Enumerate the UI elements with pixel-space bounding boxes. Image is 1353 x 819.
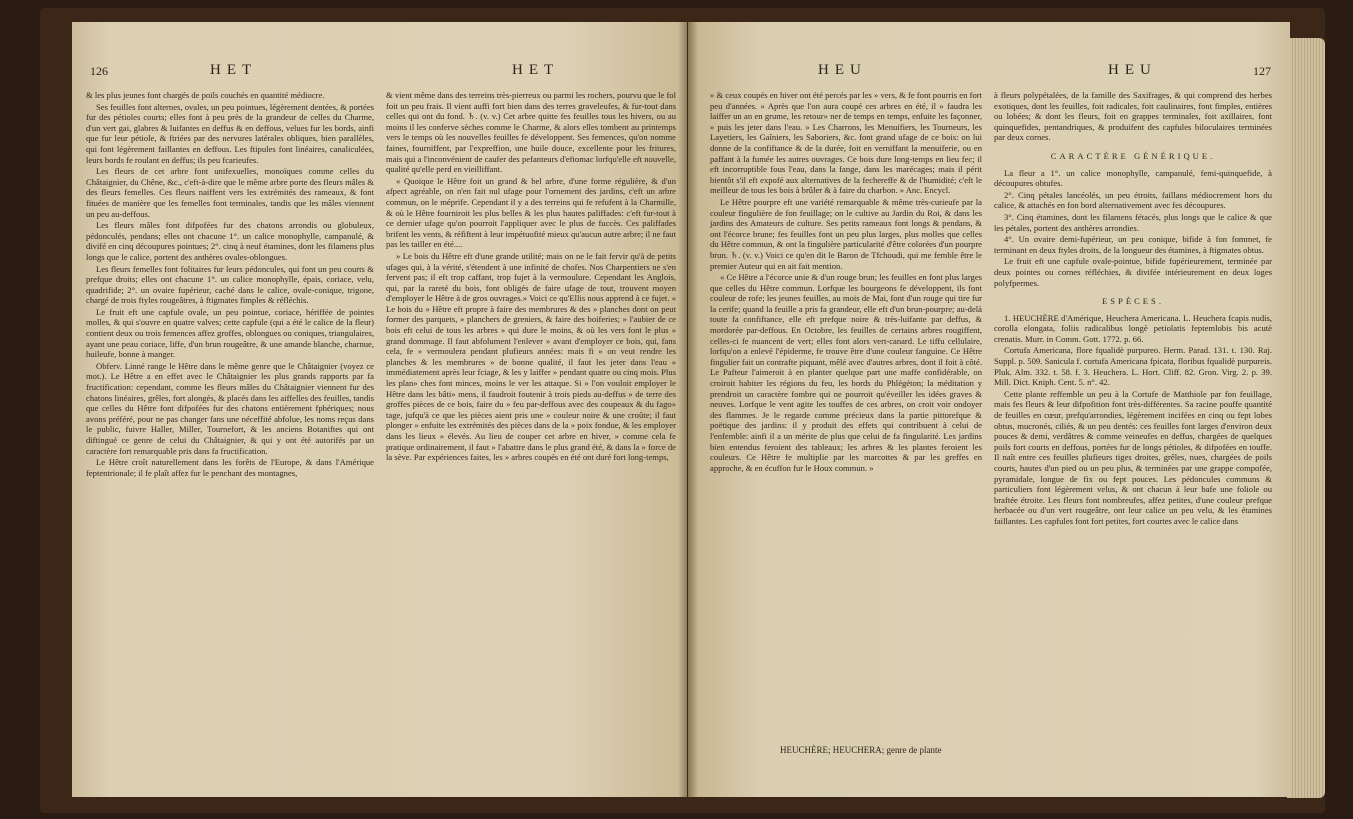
paragraph: « Ce Hêtre a l'écorce unie & d'un rouge brun; les feuilles en font plus larges que celles du Hêtre commun. Lorfque les bourgeons fe développent, ils font couleur de rofe; les jeunes feuilles, au mois de Mai, font d'un rouge qui tire fur la cerife; quand la feuille a pris fa grandeur, elle eft d'un brun-pourpre; au-delà toute fa confiftance, elle eft prefque noire & très-luifante par deffus, & mordorée par-deffous. En Octobre, les feuilles de certains arbres rougiffent, celles-ci fe nuancent de vert; elles font alors vert-canard. Le tiffu cellulaire, lorfqu'on a enlevé l'épiderme, fe trouve être d'une couleur fanguine. Ce Hêtre fingulier fait un contrafte piquant, mêlé avec d'autres arbres, dont il foit à côté. Le Pafteur l'aimeroit à en planter quelque part une maffe confidérable, on croiroit habiter les régions du feu, les bords du Phlégéton; la méditation y prendroit un caractère fombre qui ne pourroit qu'éveiller les idées graves & neuves. Lorfque le vent agite les touffes de ces arbres, on croit voir ondoyer des flammes. Je le regarde comme précieux dans la partie pittorefque & poëtique des jardins: il y produit des effets qui contribuent à celui de l'enfemble: ainfi il a un mérite de plus que celui de fa fingularité. Les jardins bien entendus feroient des tableaux; les arbres & les plantes feroient les couleurs. Ce Hêtre fe multiplie par les marcottes & par les greffes en approche, & en écuffon fur le Houx commun. » — [710, 272, 982, 473]
paragraph: Le fruit eft une capfule ovale-pointue, bifide fupérieurement, terminée par deux pointes ou cornes réfléchies, & divifée intérieurement en deux loges polyfpermes. — [994, 256, 1272, 288]
paragraph: Cortufa Americana, flore fqualidè purpureo. Herm. Parad. 131. t. 130. Raj. Suppl. p. 509. Sanicula f. cortufa Americana fpicata, floribus fqualidè purpureis. Pluk. Alm. 332. t. 58. f. 3. Heuchera. L. Hort. Cliff. 82. Gron. Virg. 2. p. 39. Mill. Dict. Kniph. Cent. 5. n°. 42. — [994, 345, 1272, 388]
paragraph: 2°. Cinq pétales lancéolés, un peu étroits, faillans médiocrement hors du calice, & attachés en fon bord alternativement avec fes découpures. — [994, 189, 1272, 211]
left-page — [72, 22, 687, 797]
paragraph: Le Hêtre pourpre eft une variété remarquable & même très-curieufe par la couleur fingulière de fon feuillage; on le cultive au Jardin du Roi, & dans les jardins des Amateurs de culture. Ses petits rameaux font longs & pendans, & ont l'écorce brune; fes feuilles font un peu plus larges, plus molles que celles du Hêtre commun, & ont la fingulière particularité d'être colorées d'un pourpre brun. ♄. (v. v.) Voici ce qu'en dit le Baron de Tfchoudi, qui me femble être le premier Auteur qui en ait fait mention. — [710, 196, 982, 271]
paragraph: Les fleurs mâles font difpofées fur des chatons arrondis ou globuleux, pédonculés, pendans; elles ont chacune 1°. un calice monophylle, campanulé, & divifé en cinq découpures pointues; 2°. cinq à neuf étamines, dont les filamens plus longs que le calice, portent des anthères ovales-oblongues. — [86, 220, 374, 262]
page-number: 126 — [90, 64, 108, 78]
paragraph: Le Hêtre croît naturellement dans les forêts de l'Europe, & dans l'Amérique feptentrionale; il fe plaît affez fur le penchant des montagnes, — [86, 457, 374, 478]
page-edges — [1287, 38, 1325, 798]
paragraph: Le fruit eft une capfule ovale, un peu pointue, coriace, hériffée de pointes molles, & qui s'ouvre en quatre valves; cette capfule (qui a été le calice de la fleur) contient deux ou trois femences affez groffes, oblongues ou coniques, triangulaires, ayant une peau coriace, liffe, d'un brun rougeâtre, & une amande blanche, charnue, huileufe, bonne à manger. — [86, 306, 374, 360]
paragraph: 4°. Un ovaire demi-fupérieur, un peu conique, bifide à fon fommet, fe terminant en deux ftyles droits, de la longueur des étamines, à ftigmates obtus. — [994, 234, 1272, 255]
right-page — [688, 22, 1290, 797]
paragraph: La fleur a 1°. un calice monophylle, campanulé, femi-quinquefide, à découpures obtufes. — [994, 167, 1272, 189]
paragraph: Cette plante reffemble un peu à la Cortufe de Matthiole par fon feuillage, mais fes fleurs & leur difpofition font très-différentes. Sa racine pouffe quantité de feuilles en cœur, prefqu'arrondies, légèrement incifées en cinq ou fept lobes obtus, mucronés, ciliés, & un peu dentés: ces feuilles font larges d'environ deux pouces & demi, verdâtres & comme veineufes en deffus, chargées de quelques poils fort courts en deffous, portées fur de longs pétioles, & difpofées en touffe. Il naît entre ces feuilles plufieurs tiges droites, grêles, nues, chargées de poils courts, hautes d'un pied ou un peu plus, & terminées par une grappe compofée, pyramidale, longue de fix ou fept pouces. Les pédoncules communs & particuliers font légèrement velus, & ont chacun à leur bafe une foliole ou braftée étroite. Les fleurs font nombreufes, affez petites, d'une couleur prefque herbacée ou d'un vert rougeâtre, ont leur calice un peu velu, & les étamines faillantes. Les capfules font fort petites, fort courtes avec le calice dans — [994, 388, 1272, 526]
paragraph: » & ceux coupés en hiver ont été percés par les » vers, & fe font pourris en fort peu d'années. » Après que l'on aura coupé ces arbres en été, il » faudra les laiffer un an en grume, les retour» ner de temps en temps, enfuite les façonner, » puis les jeter dans l'eau. » Les Charrons, les Menuifiers, les Tourneurs, les Layetiers, les Gaîniers, les Saboriers, &c. font grand ufage de ce bois: on lui donne de la confiftance & de la durée, foit en verniffant la menuiferie, ou en paffant à la fumée les autres ouvrages. Ce bois dure long-temps en lieu fec; il eft incorruptible fous l'eau, dans la fange, dans les marécages; mais il périt bientôt s'il eft expofé aux alternatives de la fechereffe & de l'humidité; c'eft le meilleur de tous les bois à brûler & à faire du charbon. » Anc. Encycl. — [710, 90, 982, 196]
paragraph: Les fleurs de cet arbre font unifexuelles, monoïques comme celles du Châtaignier, du Chêne, &c., c'eft-à-dire que le même arbre porte des fleurs mâles & des fleurs femelles. Ces fleurs naiffent vers les extrémités des rameaux, & font fituées de manière que les femelles font terminales, tandis que les mâles viennent un peu au-deffous. — [86, 166, 374, 219]
paragraph: Ses feuilles font alternes, ovales, un peu pointues, légèrement dentées, & portées fur des pétioles courts; elles font à peu près de la grandeur de celles du Charme, d'un vert gai, glabres & luifantes en deffus & en deffous, velues fur les bords, ainfi que fur leur pétiole, & ftriées par des nervures latérales obliques, bien parallèles, qui font légèrement faillantes en deffous. Les ftipules font linéaires, canaliculées, leurs bords fe roulant en deffus; ils peu fcarieufes. — [86, 101, 374, 165]
species-title: ESPÈCES. — [1102, 296, 1164, 307]
right-column-2 — [994, 90, 1272, 528]
paragraph: à fleurs polypétalées, de la famille des Saxifrages, & qui comprend des herbes exotiques, dont les feuilles, foit radicales, foit caulinaires, font fimples, entières ou lobées; & dont les fleurs, foit en grappes terminales, foit axillaires, font quinquefides, pentandriques, & produifent des capfules biloculaires terminées par deux cornes. — [994, 90, 1272, 143]
page-number: 127 — [1253, 64, 1271, 78]
running-head: HET — [210, 62, 258, 78]
paragraph: Les fleurs femelles font folitaires fur leurs pédoncules, qui font un peu courts & prefque droits; elles ont chacune 1°. un calice monophylle, épais, coriace, velu, quadrifide; 2°. un ovaire fupérieur, caché dans le calice, ovale-conique, trigone, chargé de trois ftyles rougeâtres, à ftigmates fimples & réfléchis. — [86, 263, 374, 306]
paragraph: Obferv. Linné range le Hêtre dans le même genre que le Châtaignier (voyez ce mot.). Le Hêtre a en effet avec le Châtaignier les plus grands rapports par fa fructification: cependant, comme les fleurs mâles du Châtaignier viennent fur des chatons linéaires, grêles, fort alongés, & placés dans les aiffelles des feuilles, tandis que celles du Hêtre font difpofées fur des chatons entièrement fphériques; nous avons préféré, pour ne pas changer fans une néceffité abfolue, les noms reçus dans le public, fuivre Haller, Miller, Tournefort, & les anciens Botaniftes qui ont diftingué ce genre de celui du Châtaignier, & qui y ont été autorifés par un caractère fort remarquable pris dans fa fructification. — [86, 360, 374, 456]
section-title: CARACTÈRE GÉNÉRIQUE. — [1050, 150, 1216, 161]
running-head: HEU — [818, 62, 867, 78]
book-gutter — [678, 18, 698, 803]
entry-start: HEUCHÈRE; HEUCHERA; genre de plante — [780, 745, 942, 755]
right-column-1 — [710, 90, 982, 474]
paragraph: » Le bois du Hêtre eft d'une grande utilité; mais on ne le fait fervir qu'à de petits ufages qui, à la vérité, s'étendent à une infinité de chofes. Nos Charpentiers ne s'en fervent pas; il eft trop caffant, trop fujet à la vermoulure. Cependant les Anglois, qui, par la rareté du bois, font obligés de faire ufage de tout, trouvent moyen d'employer le Hêtre à de gros ouvrages.» Voici ce qu'Ellis nous apprend à ce fujet. « Le bois du » Hêtre eft propre à faire des membrures & des » planches dont on peut former des parquets, » planchers de greniers, & faire des boiferies; » l'aubier de ce bois eft celui de tous les arbres » qui dure le moins, & où les vers font le plus » grand dommage. Il faut abfolument l'enlever » avant d'employer ce bois, qui, fans cela, fe » vermoulera pendant plufieurs années: mais fi » on veut rendre les planches & les membrures » de bonne qualité, il faut les jeter dans l'eau » immédiatement après leur fciage, & les y laiffer » pendant quatre ou cinq mois. Plus les plan» ches font minces, moins le ver les attaque. Si » l'on vouloit employer le Hêtre dans les bâti» mens, il faudroit foutenir à trois pieds au-deffus » de terre des groffes pièces de ce bois, faire du » feu par-deffous avec des coupeaux & du fago» tage, jufqu'à ce que les pièces aient pris une » couleur noire & une croûte; il faut plonger » enfuite les extrémités des pièces dans de la » poix fondue, & les employer dans les lieux » élevés. Au lieu de couper cet arbre en hiver, » comme cela fe pratique ordinairement, il faut » l'abattre dans le plus grand été, & dans la » force de la sève. Par expériences faites, les » arbres coupés en été ont duré fort long-temps, — [386, 250, 676, 463]
paragraph: 1. HEUCHÈRE d'Amérique, Heuchera Americana. L. Heuchera fcapis nudis, corolla elongata, foliis radicalibus longè petiolatis feptemlobis bis acutè crenatis. Murr. in Comm. Gott. 1772. p. 66. — [994, 312, 1272, 344]
left-column-1 — [86, 90, 374, 479]
paragraph: « Quoique le Hêtre foit un grand & bel arbre, d'une forme régulière, & d'un afpect agréable, on n'en fait nul ufage pour l'ornement des jardins, c'eft un arbre commun, on le méprife. Cependant il y a des terreins qui fe refufent à la Charmille, & où le Hêtre fourniroit les plus belles & les plus hautes paliffades: c'eft fur-tout à ce dernier ufage qu'on pourroit l'appliquer avec le plus de fuccès. Ces paliffades brifent les vents, & réfiftent à leur impétuofité mieux qu'aucun autre arbre; il ne faut pas les tailler en été.... — [386, 175, 676, 250]
running-head-2: HET — [512, 62, 560, 78]
paragraph: & les plus jeunes font chargés de poils couchés en quantité médiocre. — [86, 90, 325, 100]
left-column-2 — [386, 90, 676, 464]
paragraph: 3°. Cinq étamines, dont les filamens fétacés, plus longs que le calice & que les pétales, portent des anthères arrondies. — [994, 211, 1272, 233]
running-head-2: HEU — [1108, 62, 1157, 78]
paragraph: & vient même dans des terreins très-pierreux ou parmi les rochers, pourvu que le fol foit un peu frais. Il vient auffi fort bien dans des terres graveleufes, & fur-tout dans celles qui ont du fond. ♄. (v. v.) Cet arbre quitte fes feuilles tous les hivers, ou au moins il les conferve sèches comme le Charme, & alors elles tombent au printemps vers le temps où les nouvelles feuilles fe développent. Ses femences, qu'on nomme faines, fourniffent, par l'expreffion, une huile douce, excellente pour les fritures, mais qui a l'inconvénient de caufer des pefanteurs d'eftomac lorfqu'elle eft nouvelle, qualité qu'elle perd en vieilliffant. — [386, 90, 676, 175]
